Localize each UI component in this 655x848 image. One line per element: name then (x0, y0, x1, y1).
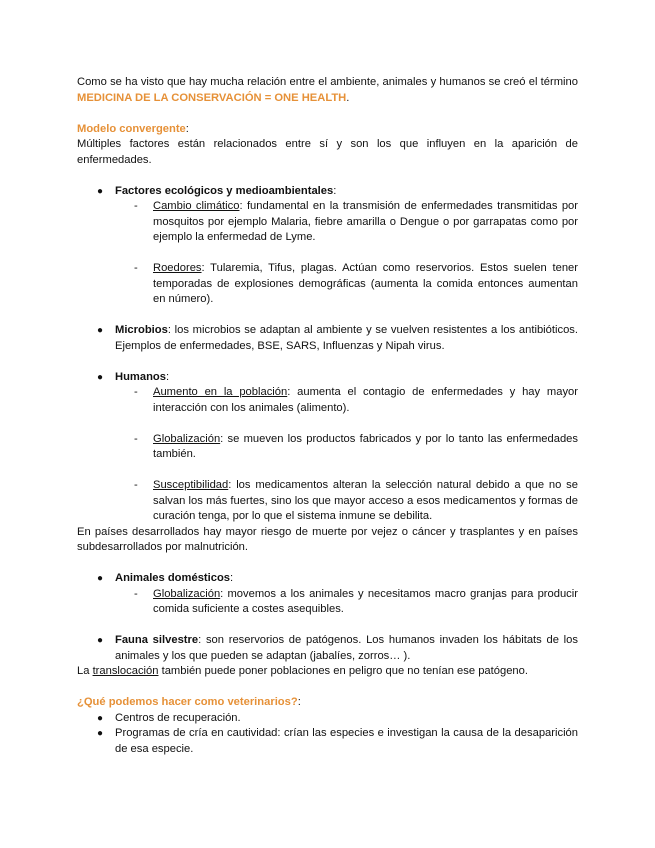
term: Cambio climático (153, 200, 240, 212)
one-health-highlight: MEDICINA DE LA CONSERVACIÓN = ONE HEALTH (77, 91, 347, 104)
fauna-text: : son reservorios de patógenos. Los humanos invaden los hábitats de los animales y los que pueden se adaptan (jabalíes, zorros… ). (115, 634, 578, 662)
bullet-icon: ● (97, 573, 104, 584)
list-item (77, 711, 578, 727)
term-text: : los medicamentos alteran la selección natural debido a que no se salvan los más fuertes, sino los que mayor acceso a esos medicamentos y formas de curación tenga, por lo que el sistema inmune se debilita. (153, 479, 578, 522)
term: Roedores (153, 262, 202, 274)
dash-icon: - (134, 386, 138, 398)
humanos-sublist (115, 385, 578, 525)
dash-icon: - (134, 262, 138, 274)
dash-icon: - (134, 587, 138, 600)
modelo-heading: Modelo convergente (77, 122, 186, 135)
microbios-title: Microbios (115, 324, 168, 336)
fauna-item (77, 633, 578, 664)
bullet-icon: ● (97, 185, 104, 197)
veterinarios-colon: : (297, 696, 301, 708)
bullet-icon: ● (97, 728, 104, 739)
factores-colon: : (333, 184, 337, 197)
list-item (115, 432, 578, 463)
veterinarios-heading: ¿Qué podemos hacer como veterinarios? (77, 696, 298, 708)
list-item (115, 199, 578, 246)
factores-sublist (115, 199, 578, 308)
animales-item (77, 571, 578, 618)
term: Susceptibilidad (153, 479, 229, 491)
veterinarios-list (77, 711, 578, 758)
modelo-colon: : (185, 122, 189, 135)
bullet-icon: ● (97, 635, 104, 646)
term-text: : se mueven los productos fabricados y por lo tanto las enfermedades también. (153, 432, 578, 460)
list-item (77, 726, 578, 757)
intro-text: Como se ha visto que hay mucha relación entre el ambiente, animales y humanos se creó el término (77, 76, 578, 88)
paises-paragraph: En países desarrollados hay mayor riesgo de muerte por vejez o cáncer y trasplantes y en países subdesarrollados por malnutrición. (77, 525, 578, 553)
translocacion-text: también puede poner poblaciones en peligro que no tenían ese patógeno. (161, 665, 528, 677)
veterinarios-item-text: Centros de recuperación. (115, 711, 241, 724)
humanos-item (77, 370, 578, 525)
list-item (115, 385, 578, 416)
intro-end: . (346, 91, 350, 104)
humanos-list (77, 370, 578, 525)
animales-sublist (115, 587, 578, 618)
factores-item (77, 184, 578, 308)
veterinarios-item-text: Programas de cría en cautividad: crían las especies e investigan la causa de la desaparición de esa especie. (115, 727, 578, 755)
fauna-list (77, 633, 578, 664)
intro-paragraph (77, 75, 578, 106)
animales-colon: : (230, 572, 234, 584)
modelo-paragraph: Múltiples factores están relacionados entre sí y son los que influyen en la aparición de enfermedades. (77, 138, 578, 166)
dash-icon: - (134, 200, 138, 212)
term-text: : Tularemia, Tifus, plagas. Actúan como reservorios. Estos suelen tener temporadas de explosiones demográficas (aumenta la comida entonces aumentan en número). (153, 262, 578, 305)
veterinarios-heading-line (77, 695, 578, 711)
term: Globalización (153, 587, 221, 600)
term: Aumento en la población (153, 386, 288, 398)
bullet-icon: ● (97, 325, 104, 336)
humanos-title: Humanos (115, 370, 166, 383)
factores-list (77, 184, 578, 308)
list-item (115, 478, 578, 525)
fauna-title: Fauna silvestre (115, 634, 199, 646)
microbios-item (77, 323, 578, 354)
translocacion-pre: La (77, 665, 90, 677)
term: Globalización (153, 432, 221, 445)
humanos-colon: : (165, 370, 170, 383)
factores-title: Factores ecológicos y medioambientales (115, 184, 334, 197)
modelo-heading-line (77, 122, 578, 138)
animales-title: Animales domésticos (115, 572, 231, 584)
animales-list (77, 571, 578, 618)
dash-icon: - (134, 479, 138, 491)
term-text: : aumenta el contagio de enfermedades y hay mayor interacción con los animales (alimento). (153, 386, 578, 414)
microbios-list (77, 323, 578, 354)
bullet-icon: ● (97, 371, 104, 383)
bullet-icon: ● (97, 712, 104, 724)
term-text: : fundamental en la transmisión de enfermedades transmitidas por mosquitos por ejemplo Malaria, fiebre amarilla o Dengue o por garrapatas como por ejemplo la enfermedad de Lyme. (153, 200, 578, 243)
translocacion-paragraph (77, 664, 578, 680)
translocacion-term: translocación (92, 665, 159, 677)
term-text: : movemos a los animales y necesitamos macro granjas para producir comida suficiente a costes asequibles. (153, 587, 578, 615)
microbios-text: : los microbios se adaptan al ambiente y se vuelven resistentes a los antibióticos. Ejemplos de enfermedades, BSE, SARS, Influenzas y Nipah virus. (115, 324, 578, 352)
dash-icon: - (134, 432, 138, 445)
list-item (115, 261, 578, 308)
document-body (77, 75, 578, 757)
list-item (115, 587, 578, 618)
